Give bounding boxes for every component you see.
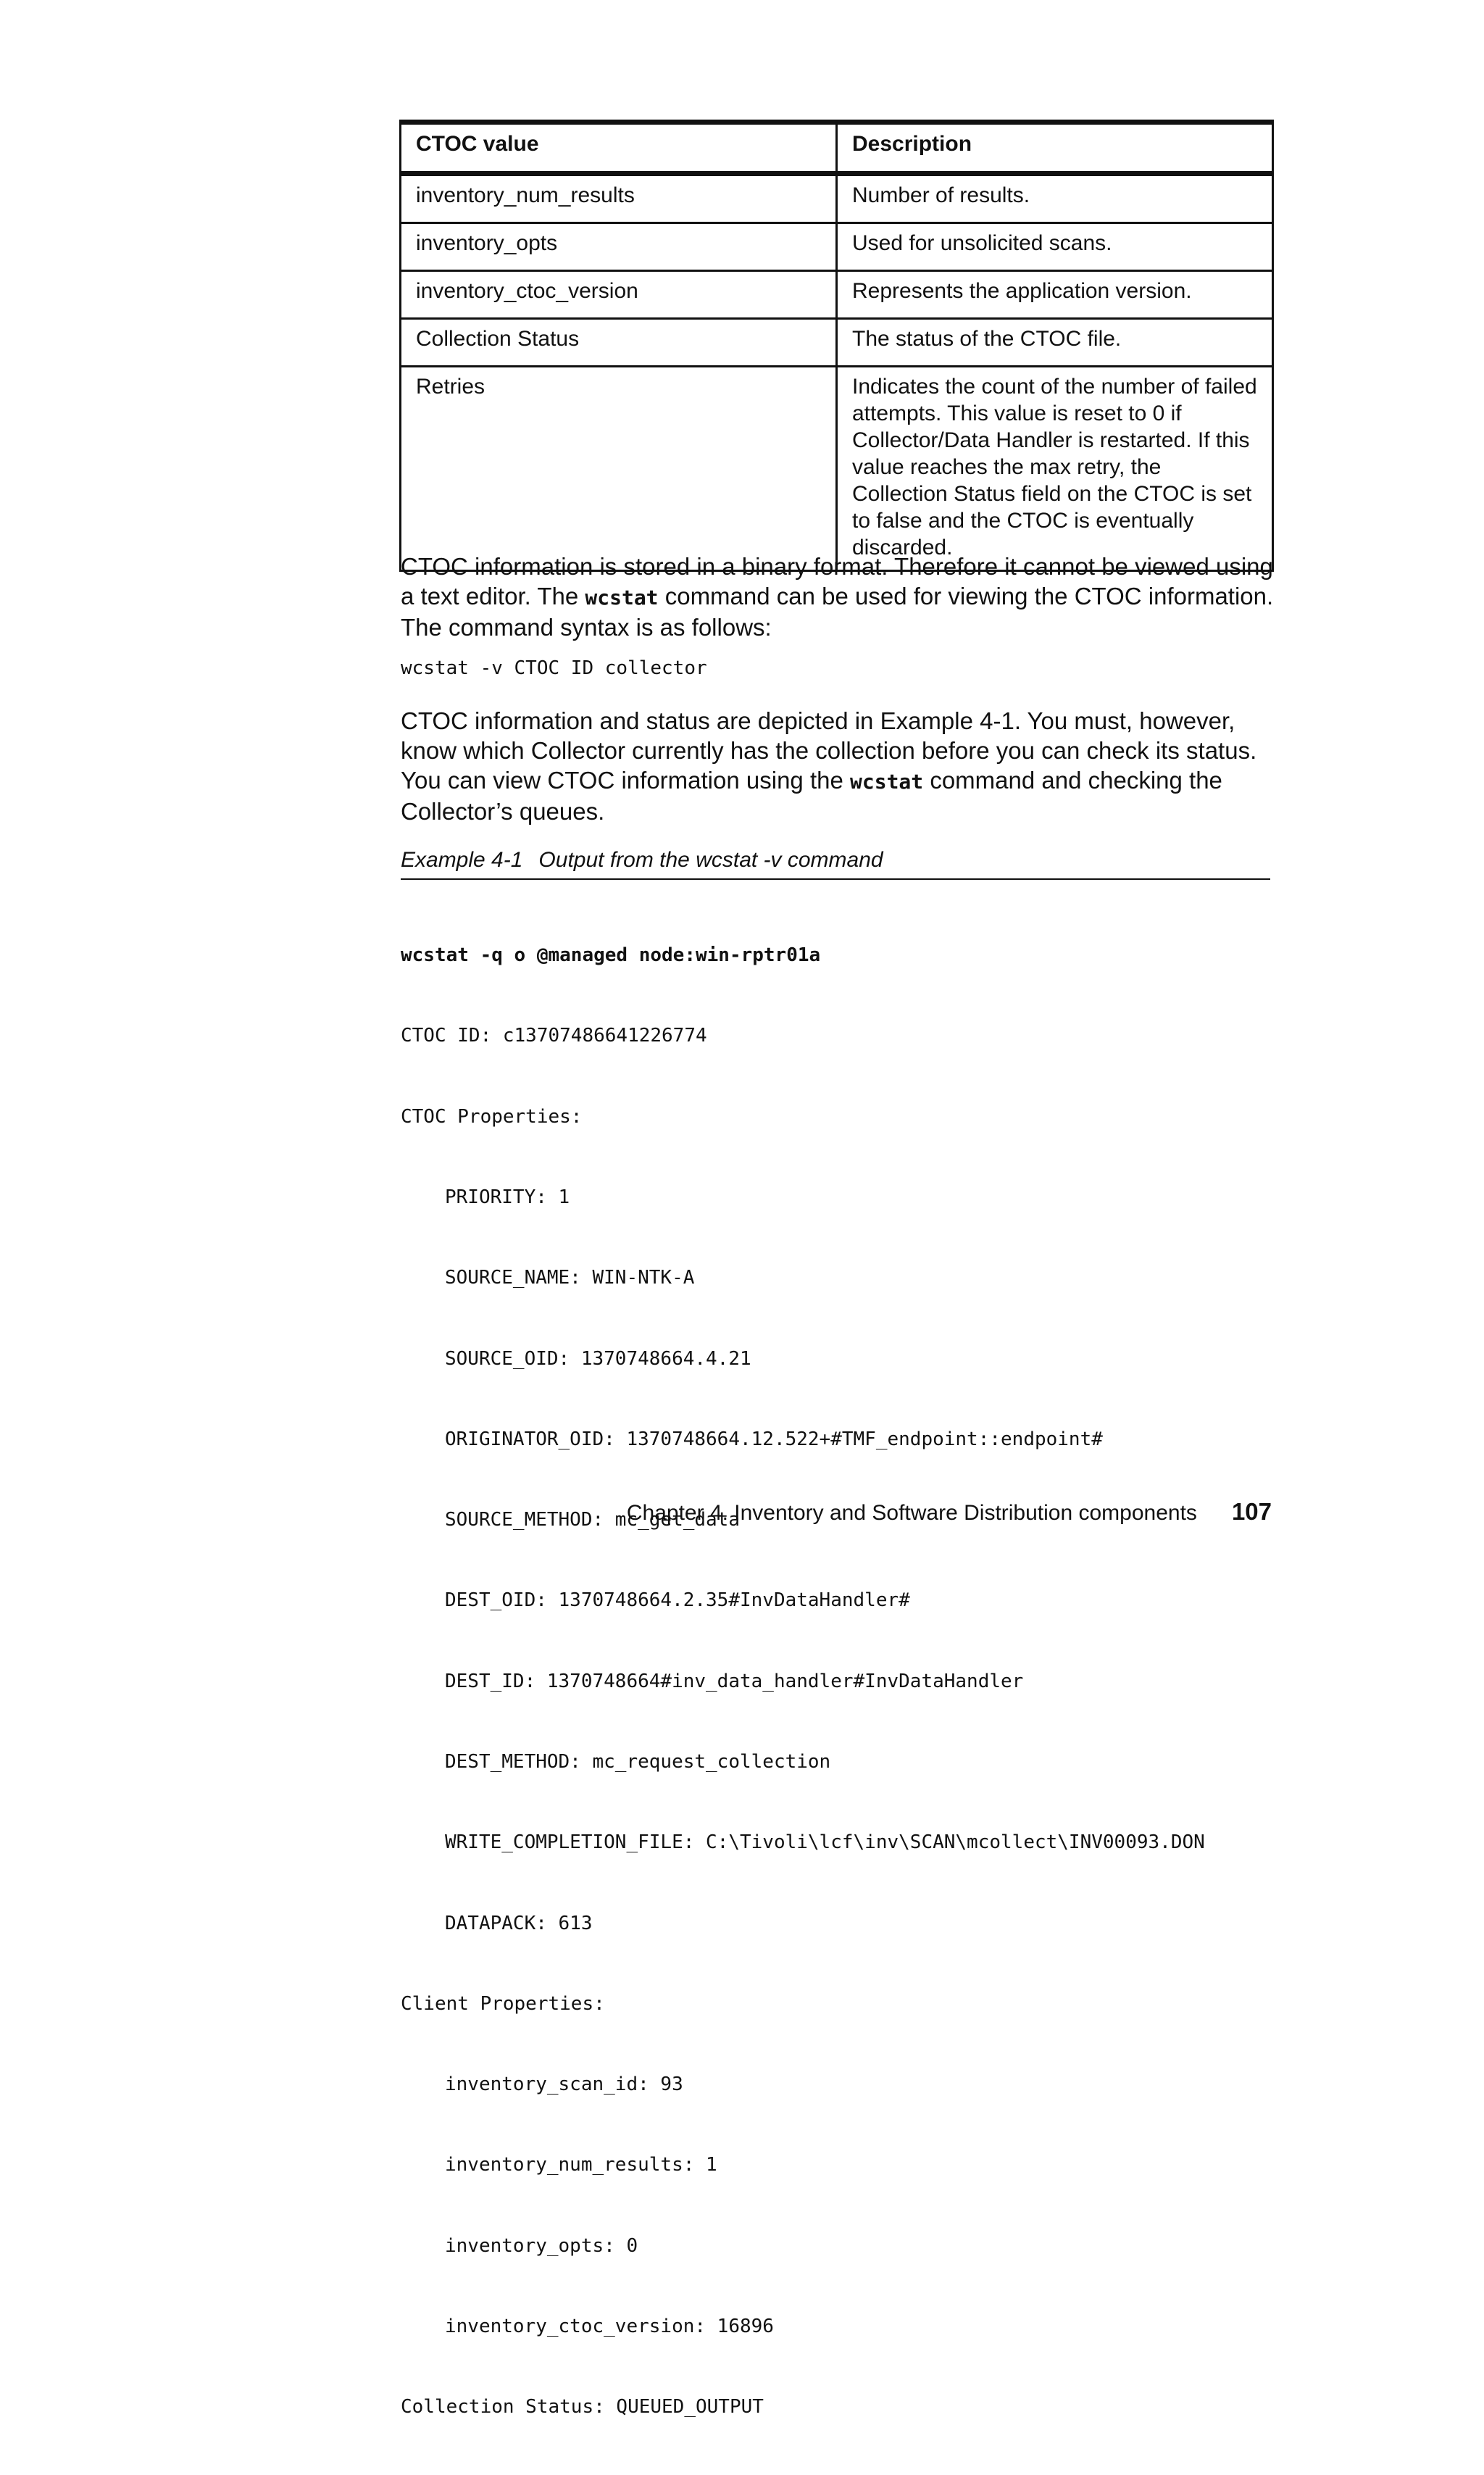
code-line: inventory_ctoc_version: 16896 [445, 2315, 774, 2337]
body-paragraph-ctoc-status [401, 706, 1277, 826]
paragraph-text: command and checking the Collector’s queues. [401, 767, 1222, 825]
table-row [401, 319, 1273, 367]
example-number: Example 4-1 [401, 848, 523, 872]
code-line: CTOC ID: c13707486641226774 [401, 1025, 707, 1047]
code-line: wcstat -q o @managed node:win-rptr01a [401, 944, 821, 967]
code-line: CTOC Properties: [401, 1105, 583, 1128]
table-cell-description: Number of results. [837, 174, 1273, 223]
code-line: Client Properties: [401, 1992, 605, 2015]
code-line: DEST_METHOD: mc_request_collection [445, 1751, 831, 1773]
code-line: SOURCE_OID: 1370748664.4.21 [445, 1347, 751, 1370]
example-title: Output from the wcstat -v command [538, 848, 883, 872]
column-header-ctoc-value: CTOC value [401, 122, 837, 174]
code-line: DEST_OID: 1370748664.2.35#InvDataHandler# [445, 1589, 910, 1612]
page-footer [0, 1497, 1272, 1528]
paragraph-text: CTOC information and status are depicted in Example 4-1. You must, however, know which Collector currently has the collection before you can check its status. You can view CTOC information using the [401, 707, 1257, 794]
paragraph-text: CTOC information is stored in a binary format. Therefore it cannot be viewed using a text editor. The [401, 553, 1273, 610]
code-line: inventory_opts: 0 [445, 2234, 638, 2257]
table-row [401, 367, 1273, 571]
body-paragraph-ctoc-binary [401, 552, 1277, 642]
code-line: DEST_ID: 1370748664#inv_data_handler#InvDataHandler [445, 1670, 1024, 1692]
table-cell-value: Retries [401, 367, 837, 571]
table-header-row [401, 122, 1273, 174]
code-line: SOURCE_NAME: WIN-NTK-A [445, 1267, 695, 1289]
table-cell-value: inventory_ctoc_version [401, 271, 837, 319]
code-line: inventory_num_results: 1 [445, 2154, 717, 2176]
footer-chapter-title: Chapter 4. Inventory and Software Distribution components [626, 1501, 1197, 1525]
paragraph-text: command can be used for viewing the CTOC information. The command syntax is as follows: [401, 583, 1274, 641]
table-row [401, 271, 1273, 319]
inline-command: wcstat [585, 586, 659, 610]
command-syntax: wcstat -v CTOC ID collector [401, 657, 707, 679]
code-line: SOURCE_METHOD: mc_get_data [445, 1509, 740, 1531]
example-code-block [401, 889, 1205, 2475]
table-cell-value: inventory_opts [401, 223, 837, 271]
code-line: inventory_scan_id: 93 [445, 2073, 683, 2096]
table-row [401, 174, 1273, 223]
code-line: PRIORITY: 1 [445, 1186, 570, 1209]
example-caption [401, 847, 1270, 880]
code-line: ORIGINATOR_OID: 1370748664.12.522+#TMF_endpoint::endpoint# [445, 1428, 1103, 1450]
table-cell-value: inventory_num_results [401, 174, 837, 223]
table-cell-description: Represents the application version. [837, 271, 1273, 319]
table-cell-description: Indicates the count of the number of failed attempts. This value is reset to 0 if Collector/Data Handler is restarted. If this value reaches the max retry, the Collection Status field on the CTOC is set to false and the CTOC is eventually discarded. [837, 367, 1273, 571]
ctoc-values-table [399, 120, 1274, 572]
code-line: Collection Status: QUEUED_OUTPUT [401, 2396, 764, 2418]
code-line: WRITE_COMPLETION_FILE: C:\Tivoli\lcf\inv\SCAN\mcollect\INV00093.DON [445, 1831, 1205, 1854]
column-header-description: Description [837, 122, 1273, 174]
table-cell-value: Collection Status [401, 319, 837, 367]
table-row [401, 223, 1273, 271]
inline-command: wcstat [850, 770, 924, 794]
page-number: 107 [1231, 1498, 1272, 1525]
table-cell-description: The status of the CTOC file. [837, 319, 1273, 367]
code-line: DATAPACK: 613 [445, 1912, 593, 1934]
table-cell-description: Used for unsolicited scans. [837, 223, 1273, 271]
